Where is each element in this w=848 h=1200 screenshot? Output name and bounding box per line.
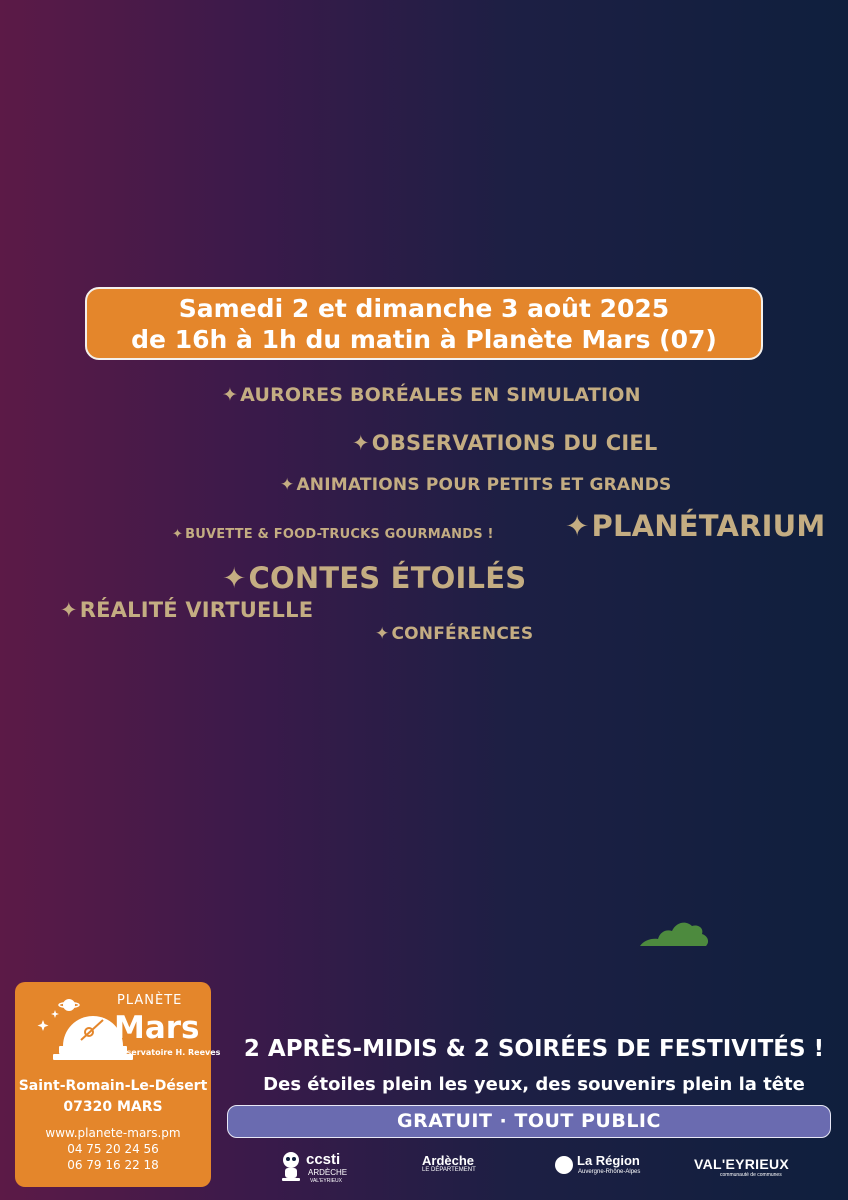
star-icon: ✦ [222,384,239,406]
logo-planete-text: PLANÈTE [117,993,183,1008]
region-sub: Auvergne-Rhône-Alpes [578,1169,641,1175]
date-line-2: de 16h à 1h du matin à Planète Mars (07) [131,325,717,354]
ccsti-sub: ARDÈCHE [308,1168,348,1177]
valeyrieux-name: VAL'EYRIEUX [694,1156,790,1172]
star-icon: ✦ [352,431,370,455]
activity-planetarium: ✦PLANÉTARIUM [565,509,826,543]
star-icon: ✦ [222,561,247,595]
phone-1: 04 75 20 24 56 [67,1142,159,1156]
date-banner [85,287,763,360]
activity-realite-virtuelle: ✦RÉALITÉ VIRTUELLE [60,598,314,622]
activity-conferences: ✦ CONFÉRENCES [375,624,534,644]
festivities-headline: 2 APRÈS-MIDIS & 2 SOIRÉES DE FESTIVITÉS ! [243,1036,825,1062]
ardeche-sub: LE DÉPARTEMENT [422,1167,476,1173]
address-line-1: Saint-Romain-Le-Désert [18,1078,208,1094]
star-icon: ✦ [565,509,590,543]
organizer-box [15,982,221,1187]
partner-valeyrieux-logo [694,1156,789,1178]
logo-mars-text: Mars [114,1010,200,1046]
activity-buvette: ✦ BUVETTE & FOOD-TRUCKS GOURMANDS ! [172,527,494,542]
tagline: Des étoiles plein les yeux, des souvenirs plein la tête [263,1074,805,1095]
website-link[interactable]: www.planete-mars.pm [45,1126,181,1140]
free-public-badge: GRATUIT · TOUT PUBLIC [227,1105,831,1138]
partner-ccsti-logo [278,1147,358,1187]
address-line-2: 07320 MARS [63,1099,163,1115]
partner-ardeche-logo [422,1153,476,1173]
date-line-1: Samedi 2 et dimanche 3 août 2025 [178,294,670,323]
ccsti-sub2: VAL'EYRIEUX [310,1178,342,1184]
star-icon: ✦ [375,624,390,644]
star-icon: ✦ [60,598,78,622]
region-circle-icon [555,1156,573,1174]
bush-icon [638,912,710,950]
valeyrieux-sub: communauté de communes [720,1172,782,1178]
mascot-icon [278,1150,304,1182]
star-icon: ✦ [172,527,184,542]
activity-aurores: ✦ AURORES BORÉALES EN SIMULATION [222,384,641,406]
activity-animations: ✦ ANIMATIONS POUR PETITS ET GRANDS [280,475,672,495]
star-icon: ✦ [280,475,295,495]
logo-observatoire-text: Observatoire H. Reeves [114,1048,221,1057]
activity-contes: ✦CONTES ÉTOILÉS [222,561,527,595]
region-name: La Région [577,1153,640,1168]
ardeche-name: Ardèche [422,1153,475,1168]
phone-2: 06 79 16 22 18 [67,1158,159,1172]
ccsti-name: ccsti [306,1151,341,1168]
activity-observations: ✦OBSERVATIONS DU CIEL [352,431,658,455]
